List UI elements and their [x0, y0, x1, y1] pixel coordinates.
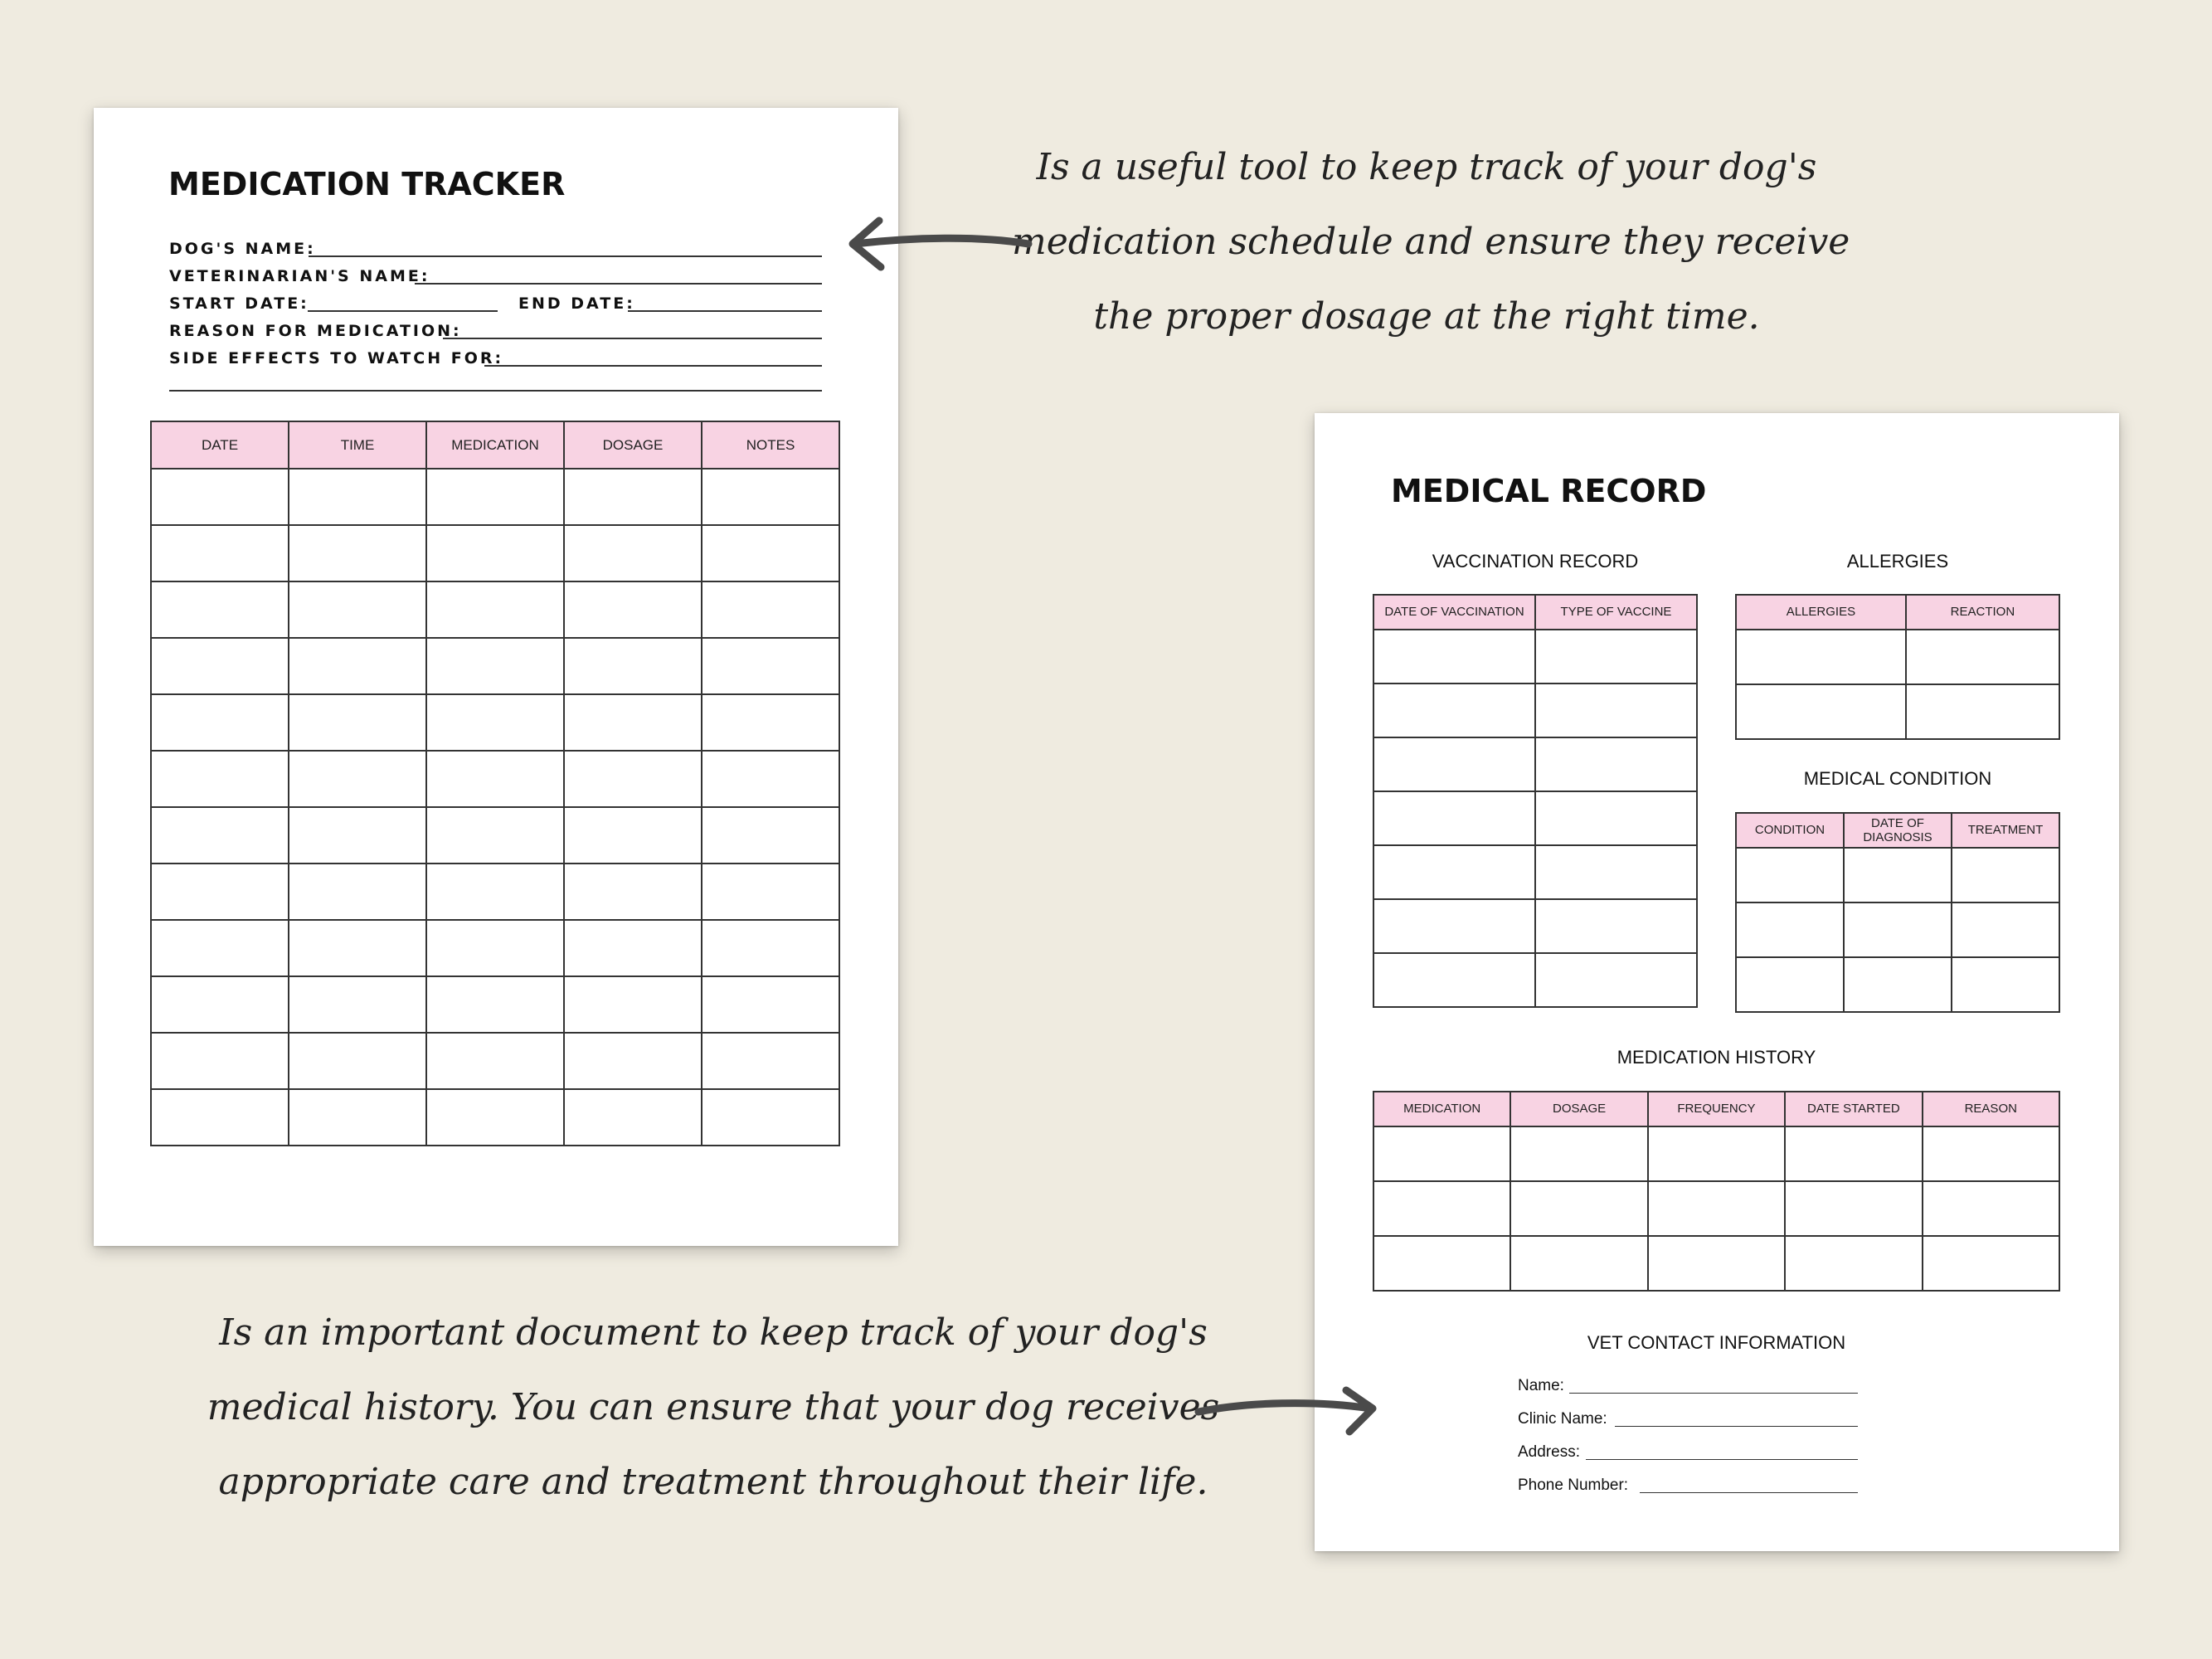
table-cell[interactable]	[289, 694, 426, 751]
table-cell[interactable]	[1535, 845, 1697, 899]
table-cell[interactable]	[1535, 737, 1697, 791]
table-cell[interactable]	[426, 469, 564, 525]
table-cell[interactable]	[289, 1033, 426, 1089]
table-row	[151, 920, 839, 976]
table-row	[151, 469, 839, 525]
allergies-table	[1735, 594, 2060, 740]
col-notes: NOTES	[702, 421, 839, 469]
medication-history-title: MEDICATION HISTORY	[1616, 1047, 1816, 1068]
table-cell[interactable]	[289, 864, 426, 920]
table-cell[interactable]	[426, 807, 564, 864]
table-cell[interactable]	[564, 1089, 702, 1146]
medical-record-page	[1315, 413, 2119, 1551]
medical-condition-title: MEDICAL CONDITION	[1803, 768, 1992, 789]
table-cell[interactable]	[1510, 1126, 1647, 1181]
table-cell[interactable]	[151, 976, 289, 1033]
table-row	[151, 581, 839, 638]
table-cell[interactable]	[151, 807, 289, 864]
table-cell[interactable]	[151, 469, 289, 525]
table-cell[interactable]	[151, 1089, 289, 1146]
table-row	[1736, 684, 2059, 739]
table-row	[1373, 845, 1697, 899]
table-cell[interactable]	[151, 1033, 289, 1089]
table-cell[interactable]	[426, 920, 564, 976]
table-cell[interactable]	[289, 751, 426, 807]
table-cell[interactable]	[1373, 684, 1535, 737]
table-cell[interactable]	[1906, 684, 2059, 739]
vet-name-field[interactable]	[1518, 1374, 1858, 1394]
table-cell[interactable]	[702, 807, 839, 864]
table-cell[interactable]	[1952, 957, 2059, 1012]
table-cell[interactable]	[1648, 1236, 1785, 1291]
col-date-started: DATE STARTED	[1785, 1092, 1922, 1126]
table-cell[interactable]	[1906, 630, 2059, 684]
table-cell[interactable]	[702, 694, 839, 751]
table-cell[interactable]	[1535, 899, 1697, 953]
medication-log-table	[150, 421, 840, 1146]
clinic-name-label: Clinic Name:	[1518, 1410, 1607, 1428]
table-cell[interactable]	[1785, 1126, 1922, 1181]
table-row	[1373, 1126, 2059, 1181]
table-cell[interactable]	[1510, 1236, 1647, 1291]
record-caption-line: appropriate care and treatment throughout their life.	[218, 1461, 1208, 1503]
start-date-label: START DATE:	[169, 294, 309, 313]
table-cell[interactable]	[1373, 1126, 1510, 1181]
table-cell[interactable]	[426, 1089, 564, 1146]
vet-name-label: VETERINARIAN'S NAME:	[169, 267, 430, 285]
tracker-caption	[1012, 130, 1850, 354]
clinic-name-field[interactable]	[1518, 1407, 1858, 1427]
table-cell[interactable]	[426, 864, 564, 920]
col-date-of-vaccination: DATE OF VACCINATION	[1373, 595, 1535, 630]
table-row	[151, 694, 839, 751]
table-cell[interactable]	[702, 1089, 839, 1146]
table-cell[interactable]	[1373, 737, 1535, 791]
table-cell[interactable]	[1373, 845, 1535, 899]
col-medication: MEDICATION	[1373, 1092, 1510, 1126]
table-header-row	[1373, 1092, 2059, 1126]
table-cell[interactable]	[289, 469, 426, 525]
table-cell[interactable]	[1952, 902, 2059, 957]
table-cell[interactable]	[151, 581, 289, 638]
col-medication: MEDICATION	[426, 421, 564, 469]
side-effects-extra-line[interactable]	[169, 390, 822, 392]
table-cell[interactable]	[289, 976, 426, 1033]
reason-field[interactable]	[169, 314, 822, 339]
table-cell[interactable]	[426, 694, 564, 751]
table-cell[interactable]	[564, 864, 702, 920]
col-treatment: TREATMENT	[1952, 813, 2059, 848]
table-cell[interactable]	[426, 751, 564, 807]
col-reaction: REACTION	[1906, 595, 2059, 630]
vet-name-field[interactable]	[169, 260, 822, 285]
table-cell[interactable]	[702, 581, 839, 638]
table-cell[interactable]	[1535, 791, 1697, 845]
dogs-name-label: DOG'S NAME:	[169, 240, 316, 258]
table-cell[interactable]	[702, 638, 839, 694]
table-row	[1373, 899, 1697, 953]
table-cell[interactable]	[564, 976, 702, 1033]
end-date-field[interactable]	[518, 287, 822, 312]
table-cell[interactable]	[1785, 1181, 1922, 1236]
col-reason: REASON	[1923, 1092, 2059, 1126]
table-cell[interactable]	[151, 920, 289, 976]
table-cell[interactable]	[702, 920, 839, 976]
record-caption	[203, 1296, 1223, 1520]
table-row	[1373, 791, 1697, 845]
address-label: Address:	[1518, 1443, 1580, 1461]
medication-tracker-page	[94, 108, 898, 1246]
table-row	[1373, 1236, 2059, 1291]
table-cell[interactable]	[289, 807, 426, 864]
table-cell[interactable]	[1373, 953, 1535, 1007]
table-cell[interactable]	[1952, 848, 2059, 902]
vet-contact-title: VET CONTACT INFORMATION	[1587, 1332, 1846, 1353]
table-cell[interactable]	[1736, 848, 1844, 902]
table-cell[interactable]	[564, 807, 702, 864]
table-row	[151, 638, 839, 694]
table-cell[interactable]	[151, 864, 289, 920]
arrow-right-icon	[1190, 1379, 1389, 1445]
table-cell[interactable]	[426, 525, 564, 581]
table-cell[interactable]	[1535, 630, 1697, 684]
reason-label: REASON FOR MEDICATION:	[169, 322, 462, 340]
vet-name-label: Name:	[1518, 1377, 1564, 1394]
medication-tracker-title: MEDICATION TRACKER	[168, 166, 566, 202]
start-date-field[interactable]	[169, 287, 498, 312]
vaccination-title: VACCINATION RECORD	[1432, 551, 1639, 572]
table-cell[interactable]	[564, 525, 702, 581]
table-cell[interactable]	[426, 1033, 564, 1089]
table-cell[interactable]	[564, 1033, 702, 1089]
table-cell[interactable]	[564, 694, 702, 751]
table-cell[interactable]	[1373, 1181, 1510, 1236]
table-row	[151, 525, 839, 581]
table-cell[interactable]	[289, 1089, 426, 1146]
col-type-of-vaccine: TYPE OF VACCINE	[1535, 595, 1697, 630]
table-cell[interactable]	[289, 581, 426, 638]
table-cell[interactable]	[151, 525, 289, 581]
tracker-caption-line: medication schedule and ensure they receive	[1012, 221, 1850, 263]
table-cell[interactable]	[702, 976, 839, 1033]
record-caption-line: Is an important document to keep track of your dog's	[219, 1311, 1208, 1354]
table-cell[interactable]	[1844, 848, 1952, 902]
table-cell[interactable]	[289, 525, 426, 581]
col-allergies: ALLERGIES	[1736, 595, 1906, 630]
medication-history-table	[1373, 1091, 2060, 1292]
medical-condition-table	[1735, 812, 2060, 1013]
allergies-title: ALLERGIES	[1846, 551, 1949, 572]
table-cell[interactable]	[702, 751, 839, 807]
col-date-of-diagnosis: DATE OF DIAGNOSIS	[1844, 813, 1952, 848]
arrow-left-icon	[838, 207, 1037, 282]
table-cell[interactable]	[1844, 902, 1952, 957]
tracker-caption-line: the proper dosage at the right time.	[1093, 295, 1760, 338]
medical-record-title: MEDICAL RECORD	[1391, 473, 1707, 509]
record-caption-line: medical history. You can ensure that your dog receives	[207, 1386, 1220, 1428]
table-cell[interactable]	[564, 638, 702, 694]
table-cell[interactable]	[564, 920, 702, 976]
table-cell[interactable]	[151, 638, 289, 694]
col-frequency: FREQUENCY	[1648, 1092, 1785, 1126]
table-header-row	[1736, 813, 2059, 848]
table-cell[interactable]	[1648, 1126, 1785, 1181]
table-cell[interactable]	[1785, 1236, 1922, 1291]
table-cell[interactable]	[702, 525, 839, 581]
table-cell[interactable]	[1923, 1181, 2059, 1236]
table-cell[interactable]	[1373, 1236, 1510, 1291]
side-effects-label: SIDE EFFECTS TO WATCH FOR:	[169, 349, 504, 367]
table-cell[interactable]	[151, 694, 289, 751]
table-cell[interactable]	[1923, 1236, 2059, 1291]
table-row	[1736, 630, 2059, 684]
table-header-row	[1736, 595, 2059, 630]
table-cell[interactable]	[564, 751, 702, 807]
table-row	[1736, 957, 2059, 1012]
table-cell[interactable]	[1648, 1181, 1785, 1236]
table-row	[1373, 737, 1697, 791]
table-cell[interactable]	[564, 469, 702, 525]
table-cell[interactable]	[1373, 899, 1535, 953]
vaccination-table	[1373, 594, 1698, 1008]
table-row	[1373, 684, 1697, 737]
table-row	[1373, 953, 1697, 1007]
side-effects-field[interactable]	[169, 342, 822, 367]
tracker-caption-line: Is a useful tool to keep track of your dog's	[1036, 146, 1817, 188]
table-cell[interactable]	[1736, 630, 1906, 684]
table-row	[151, 751, 839, 807]
table-row	[151, 807, 839, 864]
col-dosage: DOSAGE	[1510, 1092, 1647, 1126]
col-time: TIME	[289, 421, 426, 469]
col-condition: CONDITION	[1736, 813, 1844, 848]
table-cell[interactable]	[426, 581, 564, 638]
table-cell[interactable]	[702, 1033, 839, 1089]
table-cell[interactable]	[564, 581, 702, 638]
table-cell[interactable]	[1923, 1126, 2059, 1181]
table-cell[interactable]	[1373, 630, 1535, 684]
table-row	[151, 1033, 839, 1089]
phone-number-label: Phone Number:	[1518, 1477, 1629, 1494]
table-cell[interactable]	[426, 976, 564, 1033]
table-header-row	[1373, 595, 1697, 630]
table-row	[1373, 630, 1697, 684]
table-cell[interactable]	[1844, 957, 1952, 1012]
address-field[interactable]	[1518, 1440, 1858, 1460]
table-cell[interactable]	[1535, 953, 1697, 1007]
table-cell[interactable]	[151, 751, 289, 807]
table-header-row	[151, 421, 839, 469]
dogs-name-field[interactable]	[169, 232, 822, 257]
end-date-label: END DATE:	[518, 294, 635, 313]
table-cell[interactable]	[702, 469, 839, 525]
table-cell[interactable]	[426, 638, 564, 694]
table-cell[interactable]	[1535, 684, 1697, 737]
table-cell[interactable]	[289, 920, 426, 976]
table-cell[interactable]	[1510, 1181, 1647, 1236]
table-cell[interactable]	[289, 638, 426, 694]
table-cell[interactable]	[1373, 791, 1535, 845]
table-cell[interactable]	[1736, 684, 1906, 739]
table-row	[151, 864, 839, 920]
table-row	[1736, 902, 2059, 957]
table-cell[interactable]	[1736, 957, 1844, 1012]
table-row	[151, 1089, 839, 1146]
col-date: DATE	[151, 421, 289, 469]
table-cell[interactable]	[1736, 902, 1844, 957]
table-row	[151, 976, 839, 1033]
col-dosage: DOSAGE	[564, 421, 702, 469]
table-row	[1736, 848, 2059, 902]
table-cell[interactable]	[702, 864, 839, 920]
table-row	[1373, 1181, 2059, 1236]
phone-number-field[interactable]	[1518, 1473, 1858, 1493]
